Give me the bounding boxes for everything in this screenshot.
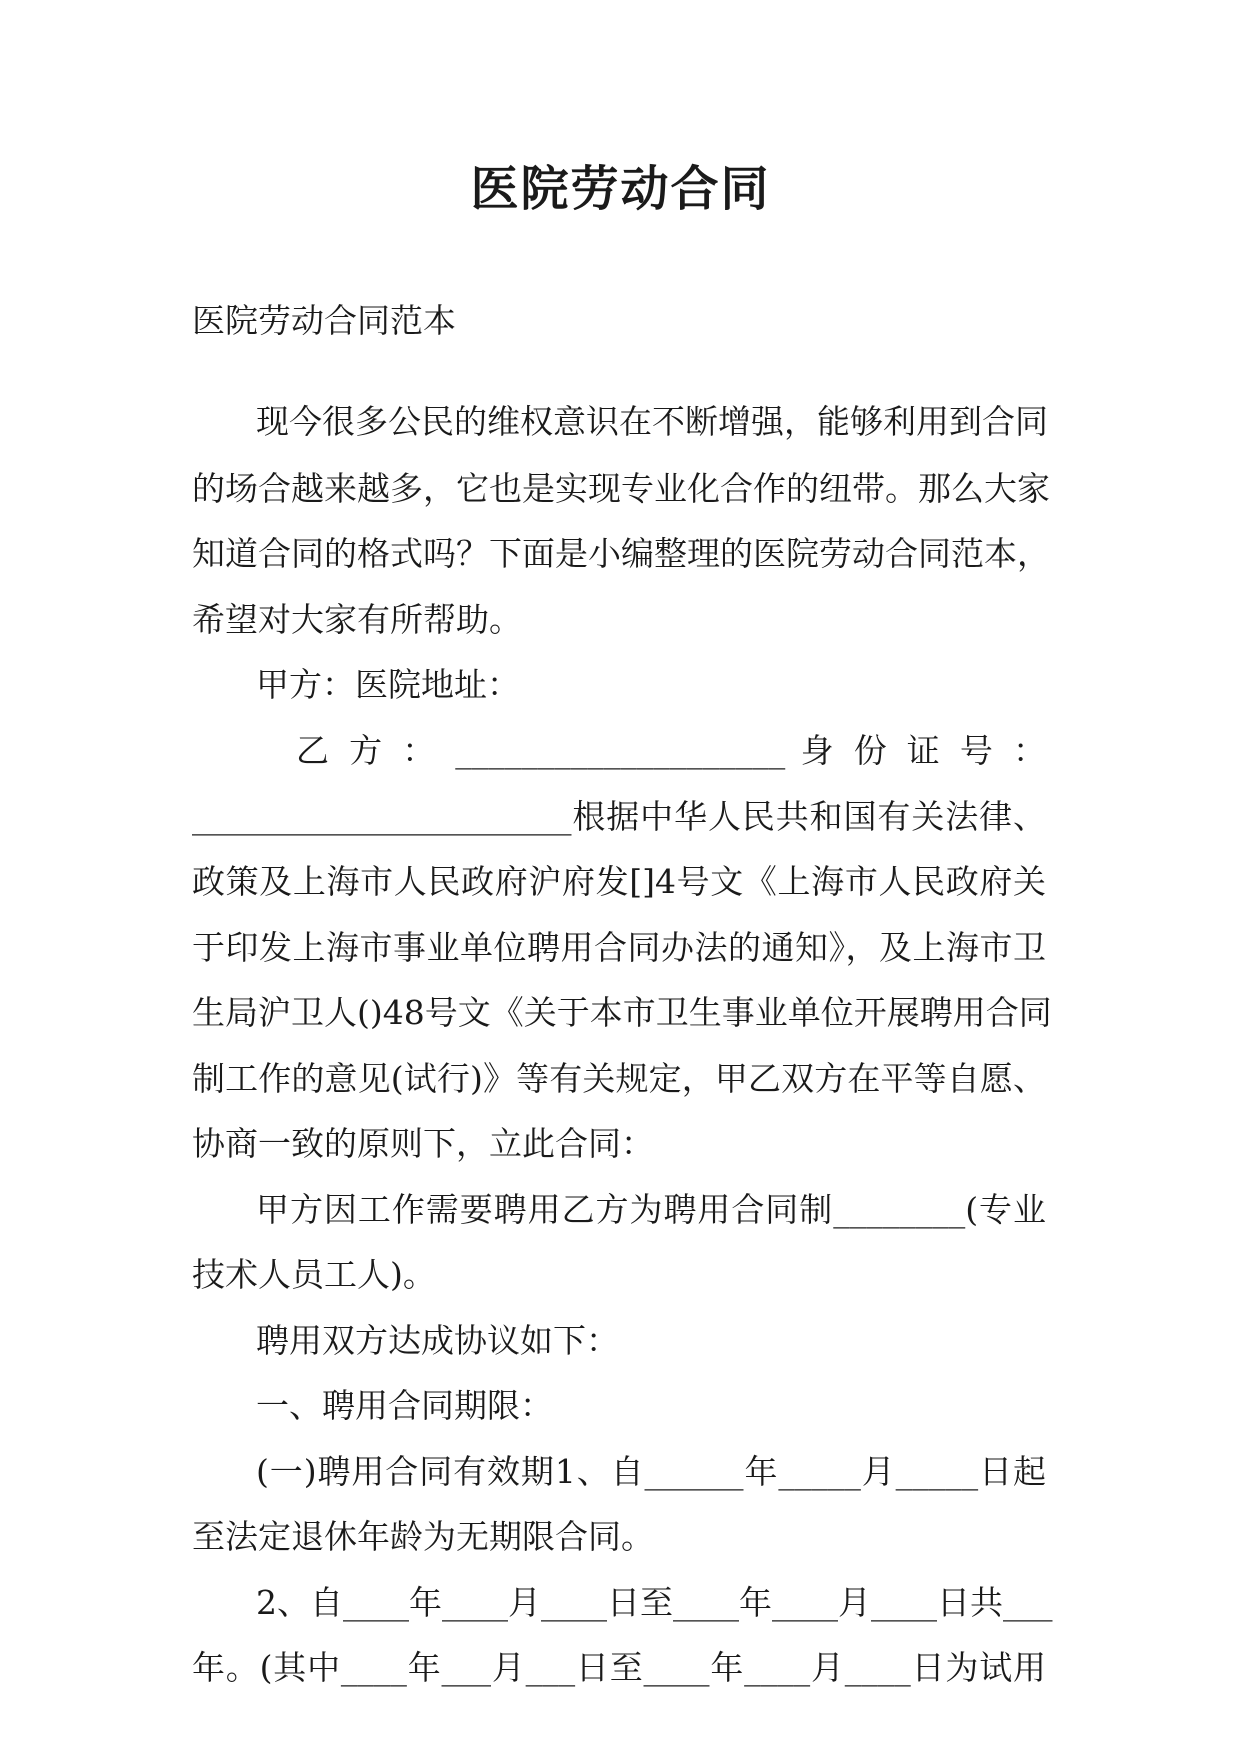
body-line: 生局沪卫人()48号文《关于本市卫生事业单位开展聘用合同 (192, 993, 1052, 1032)
body-line: 年。(其中____年___月___日至____年____月____日为试用 (192, 1648, 1046, 1687)
body-line: 至法定退休年龄为无期限合同。 (192, 1517, 654, 1556)
body-line: 甲方因工作需要聘用乙方为聘用合同制________(专业 (256, 1190, 1046, 1229)
body-line: 于印发上海市事业单位聘用合同办法的通知》，及上海市卫 (192, 928, 1046, 967)
body-line: 2、自____年____月____日至____年____月____日共___ (256, 1583, 1053, 1622)
body-line: 知道合同的格式吗？下面是小编整理的医院劳动合同范本， (192, 534, 1050, 573)
body-line: 技术人员工人)。 (192, 1255, 436, 1294)
body-line: 政策及上海市人民政府沪府发[]4号文《上海市人民政府关 (192, 862, 1046, 901)
body-line: 一、聘用合同期限： (256, 1386, 553, 1425)
body-line: 制工作的意见(试行)》等有关规定，甲乙双方在平等自愿、 (192, 1059, 1046, 1098)
document-subtitle: 医院劳动合同范本 (192, 301, 456, 340)
body-line: 希望对大家有所帮助。 (192, 600, 522, 639)
body-line: (一)聘用合同有效期1、自______年_____月_____日起 (256, 1452, 1046, 1491)
page-title: 医院劳动合同 (470, 161, 771, 217)
body-line: _______________________根据中华人民共和国有关法律、 (192, 797, 1046, 836)
body-line: 聘用双方达成协议如下： (256, 1321, 619, 1360)
body-line: 现今很多公民的维权意识在不断增强，能够利用到合同 (256, 402, 1048, 441)
body-line: 的场合越来越多，它也是实现专业化合作的纽带。那么大家 (192, 469, 1050, 508)
body-line: 协商一致的原则下，立此合同： (192, 1124, 654, 1163)
body-line: 甲方：医院地址： (256, 665, 520, 704)
body-line: 乙 方 ： ____________________ 身 份 证 号 ： (296, 731, 1046, 770)
